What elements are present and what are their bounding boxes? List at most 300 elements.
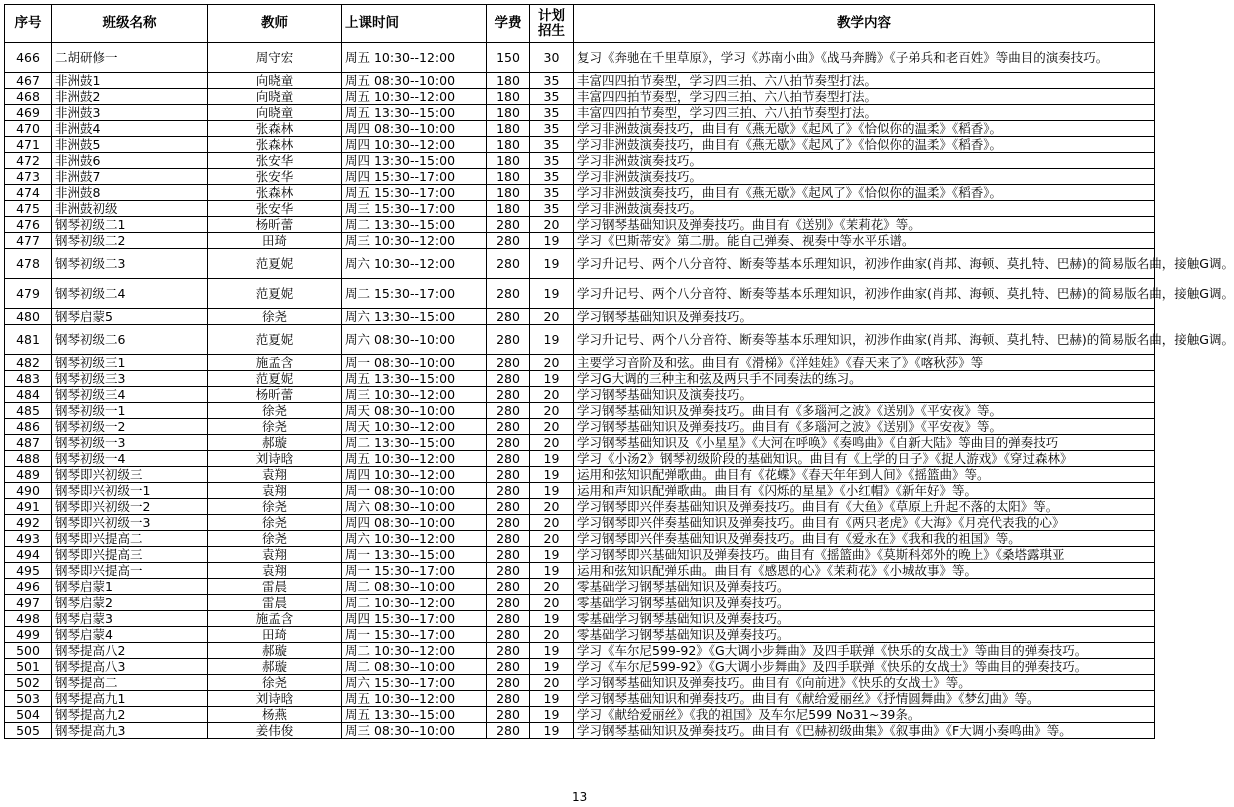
cell-content: 学习非洲鼓演奏技巧。 <box>574 153 1155 169</box>
cell-fee: 280 <box>487 403 530 419</box>
cell-time: 周四 10:30--12:00 <box>342 467 487 483</box>
cell-teacher: 向晓童 <box>208 73 342 89</box>
cell-id: 500 <box>5 643 52 659</box>
cell-id: 502 <box>5 675 52 691</box>
cell-class-name: 钢琴即兴初级一1 <box>52 483 208 499</box>
cell-time: 周二 08:30--10:00 <box>342 579 487 595</box>
table-row <box>5 137 1155 153</box>
cell-time: 周四 08:30--10:00 <box>342 515 487 531</box>
cell-fee: 280 <box>487 707 530 723</box>
table-body <box>5 43 1234 739</box>
cell-teacher: 徐尧 <box>208 531 342 547</box>
cell-teacher: 杨昕蕾 <box>208 387 342 403</box>
header-content: 教学内容 <box>574 5 1155 43</box>
cell-class-name: 钢琴提高九3 <box>52 723 208 739</box>
cell-quota: 19 <box>530 233 574 249</box>
cell-teacher: 徐尧 <box>208 675 342 691</box>
cell-content: 丰富四四拍节奏型，学习四三拍、六八拍节奏型打法。 <box>574 89 1155 105</box>
cell-fee: 280 <box>487 515 530 531</box>
cell-time: 周六 15:30--17:00 <box>342 675 487 691</box>
cell-content: 学习钢琴基础知识及弹奏技巧。曲目有《向前进》《快乐的女战士》等。 <box>574 675 1155 691</box>
cell-teacher: 徐尧 <box>208 419 342 435</box>
table-row <box>5 627 1155 643</box>
cell-teacher: 杨燕 <box>208 707 342 723</box>
cell-quota: 19 <box>530 451 574 467</box>
cell-id: 488 <box>5 451 52 467</box>
cell-class-name: 钢琴启蒙1 <box>52 579 208 595</box>
cell-class-name: 钢琴初级二4 <box>52 279 208 309</box>
cell-content: 运用和弦知识配弹乐曲。曲目有《感恩的心》《茉莉花》《小城故事》等。 <box>574 563 1155 579</box>
cell-teacher: 向晓童 <box>208 105 342 121</box>
cell-fee: 280 <box>487 595 530 611</box>
cell-time: 周一 13:30--15:00 <box>342 547 487 563</box>
cell-class-name: 钢琴即兴提高三 <box>52 547 208 563</box>
cell-class-name: 钢琴初级三3 <box>52 371 208 387</box>
cell-quota: 30 <box>530 43 574 73</box>
cell-quota: 20 <box>530 579 574 595</box>
cell-quota: 20 <box>530 309 574 325</box>
table-row <box>5 467 1155 483</box>
cell-teacher: 姜伟俊 <box>208 723 342 739</box>
cell-class-name: 钢琴即兴初级三 <box>52 467 208 483</box>
cell-time: 周六 08:30--10:00 <box>342 499 487 515</box>
table-row <box>5 707 1155 723</box>
cell-teacher: 向晓童 <box>208 89 342 105</box>
cell-time: 周五 13:30--15:00 <box>342 707 487 723</box>
cell-teacher: 张安华 <box>208 201 342 217</box>
cell-content: 学习G大调的三种主和弦及两只手不同奏法的练习。 <box>574 371 1155 387</box>
cell-id: 497 <box>5 595 52 611</box>
table-row <box>5 105 1155 121</box>
cell-id: 498 <box>5 611 52 627</box>
cell-fee: 280 <box>487 691 530 707</box>
cell-fee: 280 <box>487 217 530 233</box>
cell-quota: 20 <box>530 355 574 371</box>
cell-quota: 20 <box>530 627 574 643</box>
cell-time: 周一 08:30--10:00 <box>342 483 487 499</box>
cell-teacher: 刘诗晗 <box>208 451 342 467</box>
cell-class-name: 钢琴初级二2 <box>52 233 208 249</box>
cell-fee: 280 <box>487 627 530 643</box>
cell-quota: 20 <box>530 435 574 451</box>
cell-content: 学习钢琴即兴伴奏基础知识及弹奏技巧。曲目有《大鱼》《草原上升起不落的太阳》等。 <box>574 499 1155 515</box>
cell-teacher: 袁翔 <box>208 563 342 579</box>
cell-teacher: 徐尧 <box>208 403 342 419</box>
cell-quota: 20 <box>530 387 574 403</box>
cell-id: 480 <box>5 309 52 325</box>
cell-id: 475 <box>5 201 52 217</box>
cell-id: 473 <box>5 169 52 185</box>
cell-class-name: 非洲鼓8 <box>52 185 208 201</box>
cell-time: 周一 15:30--17:00 <box>342 563 487 579</box>
cell-quota: 19 <box>530 325 574 355</box>
cell-id: 479 <box>5 279 52 309</box>
cell-id: 495 <box>5 563 52 579</box>
cell-teacher: 雷晨 <box>208 595 342 611</box>
cell-content: 学习升记号、两个八分音符、断奏等基本乐理知识，初涉作曲家(肖邦、海顿、莫扎特、巴赫)的简易版名曲，接触G调。 <box>574 279 1155 309</box>
cell-fee: 280 <box>487 435 530 451</box>
cell-fee: 280 <box>487 451 530 467</box>
cell-id: 481 <box>5 325 52 355</box>
table-row <box>5 169 1155 185</box>
table-row <box>5 611 1155 627</box>
cell-content: 学习非洲鼓演奏技巧，曲目有《燕无歇》《起风了》《恰似你的温柔》《稻香》。 <box>574 185 1155 201</box>
table-row <box>5 563 1155 579</box>
cell-quota: 20 <box>530 531 574 547</box>
cell-time: 周二 15:30--17:00 <box>342 279 487 309</box>
cell-teacher: 徐尧 <box>208 309 342 325</box>
cell-teacher: 范夏妮 <box>208 325 342 355</box>
cell-quota: 19 <box>530 611 574 627</box>
cell-content: 学习《小汤2》钢琴初级阶段的基础知识。曲目有《上学的日子》《捉人游戏》《穿过森林》 <box>574 451 1155 467</box>
cell-quota: 19 <box>530 563 574 579</box>
cell-fee: 180 <box>487 201 530 217</box>
cell-quota: 35 <box>530 201 574 217</box>
cell-time: 周四 15:30--17:00 <box>342 611 487 627</box>
cell-content: 运用和弦知识配弹歌曲。曲目有《花蝶》《春天年年到人间》《摇篮曲》等。 <box>574 467 1155 483</box>
cell-quota: 19 <box>530 483 574 499</box>
table-row <box>5 483 1155 499</box>
cell-fee: 280 <box>487 499 530 515</box>
cell-teacher: 范夏妮 <box>208 249 342 279</box>
cell-id: 489 <box>5 467 52 483</box>
cell-fee: 150 <box>487 43 530 73</box>
cell-id: 505 <box>5 723 52 739</box>
cell-fee: 280 <box>487 531 530 547</box>
cell-teacher: 郝璇 <box>208 659 342 675</box>
cell-teacher: 张安华 <box>208 153 342 169</box>
cell-quota: 19 <box>530 547 574 563</box>
cell-class-name: 非洲鼓4 <box>52 121 208 137</box>
table-row <box>5 249 1155 279</box>
cell-fee: 180 <box>487 89 530 105</box>
cell-teacher: 袁翔 <box>208 467 342 483</box>
cell-id: 493 <box>5 531 52 547</box>
table-row <box>5 595 1155 611</box>
cell-quota: 20 <box>530 675 574 691</box>
cell-class-name: 非洲鼓6 <box>52 153 208 169</box>
cell-quota: 35 <box>530 137 574 153</box>
cell-content: 学习钢琴基础知识及弹奏技巧。 <box>574 309 1155 325</box>
cell-quota: 35 <box>530 89 574 105</box>
table-row <box>5 217 1155 233</box>
cell-id: 492 <box>5 515 52 531</box>
cell-time: 周一 08:30--10:00 <box>342 355 487 371</box>
cell-class-name: 钢琴初级三4 <box>52 387 208 403</box>
cell-quota: 20 <box>530 499 574 515</box>
cell-class-name: 非洲鼓初级 <box>52 201 208 217</box>
cell-time: 周四 15:30--17:00 <box>342 169 487 185</box>
cell-time: 周六 10:30--12:00 <box>342 249 487 279</box>
cell-time: 周五 15:30--17:00 <box>342 185 487 201</box>
cell-class-name: 钢琴初级一2 <box>52 419 208 435</box>
cell-fee: 280 <box>487 723 530 739</box>
table-row <box>5 73 1155 89</box>
cell-fee: 280 <box>487 659 530 675</box>
cell-content: 学习钢琴即兴伴奏基础知识及弹奏技巧。曲目有《爱永在》《我和我的祖国》等。 <box>574 531 1155 547</box>
cell-content: 学习钢琴基础知识及演奏技巧。 <box>574 387 1155 403</box>
cell-content: 学习钢琴基础知识及弹奏技巧。曲目有《多瑙河之波》《送别》《平安夜》等。 <box>574 403 1155 419</box>
cell-class-name: 非洲鼓7 <box>52 169 208 185</box>
cell-time: 周一 15:30--17:00 <box>342 627 487 643</box>
cell-content: 学习《巴斯蒂安》第二册。能自己弹奏、视奏中等水平乐谱。 <box>574 233 1155 249</box>
cell-time: 周二 13:30--15:00 <box>342 217 487 233</box>
cell-quota: 20 <box>530 515 574 531</box>
cell-class-name: 钢琴初级二1 <box>52 217 208 233</box>
cell-teacher: 张安华 <box>208 169 342 185</box>
cell-time: 周四 13:30--15:00 <box>342 153 487 169</box>
cell-time: 周五 08:30--10:00 <box>342 73 487 89</box>
cell-fee: 280 <box>487 249 530 279</box>
cell-id: 496 <box>5 579 52 595</box>
cell-fee: 180 <box>487 105 530 121</box>
cell-content: 复习《奔驰在千里草原》，学习《苏南小曲》《战马奔腾》《子弟兵和老百姓》等曲目的演奏技巧。 <box>574 43 1155 73</box>
cell-fee: 280 <box>487 611 530 627</box>
cell-id: 490 <box>5 483 52 499</box>
cell-teacher: 范夏妮 <box>208 371 342 387</box>
course-table <box>4 4 1234 739</box>
cell-id: 476 <box>5 217 52 233</box>
cell-fee: 280 <box>487 309 530 325</box>
cell-time: 周五 10:30--12:00 <box>342 451 487 467</box>
cell-content: 学习升记号、两个八分音符、断奏等基本乐理知识，初涉作曲家(肖邦、海顿、莫扎特、巴赫)的简易版名曲，接触G调。 <box>574 325 1155 355</box>
cell-fee: 280 <box>487 279 530 309</box>
cell-id: 469 <box>5 105 52 121</box>
header-quota: 计划招生 <box>530 5 574 43</box>
cell-class-name: 钢琴提高九2 <box>52 707 208 723</box>
cell-time: 周五 13:30--15:00 <box>342 105 487 121</box>
cell-quota: 19 <box>530 279 574 309</box>
cell-class-name: 非洲鼓2 <box>52 89 208 105</box>
cell-content: 学习钢琴即兴基础知识及弹奏技巧。曲目有《摇篮曲》《莫斯科郊外的晚上》《桑塔露琪亚 <box>574 547 1155 563</box>
cell-quota: 35 <box>530 121 574 137</box>
cell-id: 466 <box>5 43 52 73</box>
cell-quota: 35 <box>530 105 574 121</box>
cell-teacher: 郝璇 <box>208 435 342 451</box>
cell-class-name: 钢琴启蒙4 <box>52 627 208 643</box>
cell-content: 学习钢琴基础知识和弹奏技巧。曲目有《献给爱丽丝》《抒情圆舞曲》《梦幻曲》等。 <box>574 691 1155 707</box>
table-row <box>5 185 1155 201</box>
table-row <box>5 355 1155 371</box>
cell-teacher: 杨昕蕾 <box>208 217 342 233</box>
cell-id: 504 <box>5 707 52 723</box>
cell-class-name: 非洲鼓1 <box>52 73 208 89</box>
table-row <box>5 43 1155 73</box>
cell-time: 周五 10:30--12:00 <box>342 89 487 105</box>
cell-fee: 280 <box>487 233 530 249</box>
cell-content: 学习《车尔尼599-92》《G大调小步舞曲》及四手联弹《快乐的女战士》等曲目的弹奏技巧。 <box>574 643 1155 659</box>
table-row <box>5 435 1155 451</box>
cell-fee: 280 <box>487 371 530 387</box>
cell-content: 学习钢琴基础知识及弹奏技巧。曲目有《送别》《茉莉花》等。 <box>574 217 1155 233</box>
cell-time: 周三 15:30--17:00 <box>342 201 487 217</box>
cell-teacher: 施孟含 <box>208 355 342 371</box>
cell-fee: 180 <box>487 169 530 185</box>
cell-fee: 180 <box>487 73 530 89</box>
cell-quota: 20 <box>530 419 574 435</box>
cell-time: 周二 10:30--12:00 <box>342 595 487 611</box>
table-row <box>5 121 1155 137</box>
cell-quota: 20 <box>530 217 574 233</box>
cell-time: 周三 08:30--10:00 <box>342 723 487 739</box>
cell-class-name: 钢琴提高二 <box>52 675 208 691</box>
table-row <box>5 531 1155 547</box>
cell-id: 494 <box>5 547 52 563</box>
cell-fee: 280 <box>487 419 530 435</box>
cell-fee: 180 <box>487 185 530 201</box>
cell-content: 零基础学习钢琴基础知识及弹奏技巧。 <box>574 611 1155 627</box>
cell-id: 491 <box>5 499 52 515</box>
table-row <box>5 643 1155 659</box>
cell-class-name: 钢琴即兴初级一3 <box>52 515 208 531</box>
cell-fee: 180 <box>487 121 530 137</box>
table-row <box>5 691 1155 707</box>
cell-fee: 280 <box>487 643 530 659</box>
cell-id: 468 <box>5 89 52 105</box>
page-number: 13 <box>572 790 588 804</box>
cell-content: 丰富四四拍节奏型，学习四三拍、六八拍节奏型打法。 <box>574 105 1155 121</box>
cell-id: 501 <box>5 659 52 675</box>
cell-class-name: 非洲鼓3 <box>52 105 208 121</box>
cell-teacher: 张森林 <box>208 137 342 153</box>
cell-teacher: 施孟含 <box>208 611 342 627</box>
table-row <box>5 451 1155 467</box>
cell-class-name: 钢琴初级二3 <box>52 249 208 279</box>
cell-time: 周天 10:30--12:00 <box>342 419 487 435</box>
cell-id: 467 <box>5 73 52 89</box>
cell-id: 472 <box>5 153 52 169</box>
cell-id: 483 <box>5 371 52 387</box>
cell-fee: 280 <box>487 467 530 483</box>
cell-content: 学习非洲鼓演奏技巧。 <box>574 169 1155 185</box>
cell-teacher: 袁翔 <box>208 547 342 563</box>
table-row <box>5 659 1155 675</box>
cell-time: 周五 13:30--15:00 <box>342 371 487 387</box>
cell-quota: 35 <box>530 169 574 185</box>
cell-id: 477 <box>5 233 52 249</box>
header-row <box>5 5 1155 43</box>
table-row <box>5 371 1155 387</box>
header-class-name: 班级名称 <box>52 5 208 43</box>
cell-teacher: 袁翔 <box>208 483 342 499</box>
cell-quota: 19 <box>530 643 574 659</box>
cell-id: 503 <box>5 691 52 707</box>
cell-quota: 19 <box>530 707 574 723</box>
cell-quota: 19 <box>530 467 574 483</box>
cell-class-name: 钢琴启蒙3 <box>52 611 208 627</box>
table-row <box>5 89 1155 105</box>
cell-content: 学习钢琴基础知识及弹奏技巧。曲目有《巴赫初级曲集》《叙事曲》《F大调小奏鸣曲》等。 <box>574 723 1155 739</box>
cell-quota: 19 <box>530 659 574 675</box>
cell-quota: 19 <box>530 371 574 387</box>
header-fee: 学费 <box>487 5 530 43</box>
table-row <box>5 387 1155 403</box>
cell-content: 学习《献给爱丽丝》《我的祖国》及车尔尼599 No31~39条。 <box>574 707 1155 723</box>
cell-fee: 180 <box>487 153 530 169</box>
cell-time: 周二 08:30--10:00 <box>342 659 487 675</box>
cell-quota: 35 <box>530 73 574 89</box>
cell-class-name: 钢琴初级一4 <box>52 451 208 467</box>
table-row <box>5 675 1155 691</box>
cell-quota: 19 <box>530 691 574 707</box>
cell-time: 周六 10:30--12:00 <box>342 531 487 547</box>
cell-class-name: 钢琴提高八2 <box>52 643 208 659</box>
cell-fee: 280 <box>487 387 530 403</box>
cell-content: 学习《车尔尼599-92》《G大调小步舞曲》及四手联弹《快乐的女战士》等曲目的弹奏技巧。 <box>574 659 1155 675</box>
cell-quota: 20 <box>530 595 574 611</box>
cell-id: 474 <box>5 185 52 201</box>
cell-id: 486 <box>5 419 52 435</box>
table-row <box>5 499 1155 515</box>
cell-content: 主要学习音阶及和弦。曲目有《滑梯》《洋娃娃》《春天来了》《喀秋莎》等 <box>574 355 1155 371</box>
cell-class-name: 钢琴初级二6 <box>52 325 208 355</box>
cell-class-name: 非洲鼓5 <box>52 137 208 153</box>
cell-quota: 19 <box>530 249 574 279</box>
cell-fee: 280 <box>487 483 530 499</box>
cell-time: 周二 13:30--15:00 <box>342 435 487 451</box>
cell-teacher: 郝璇 <box>208 643 342 659</box>
cell-fee: 280 <box>487 355 530 371</box>
cell-time: 周五 10:30--12:00 <box>342 43 487 73</box>
cell-class-name: 钢琴即兴初级一2 <box>52 499 208 515</box>
cell-time: 周天 08:30--10:00 <box>342 403 487 419</box>
cell-id: 499 <box>5 627 52 643</box>
table-row <box>5 419 1155 435</box>
header-time: 上课时间 <box>342 5 487 43</box>
cell-teacher: 周守宏 <box>208 43 342 73</box>
header-id: 序号 <box>5 5 52 43</box>
cell-teacher: 田琦 <box>208 627 342 643</box>
cell-class-name: 钢琴即兴提高一 <box>52 563 208 579</box>
cell-time: 周三 10:30--12:00 <box>342 233 487 249</box>
cell-id: 470 <box>5 121 52 137</box>
cell-class-name: 钢琴启蒙5 <box>52 309 208 325</box>
cell-fee: 280 <box>487 579 530 595</box>
cell-content: 零基础学习钢琴基础知识及弹奏技巧。 <box>574 595 1155 611</box>
cell-quota: 35 <box>530 185 574 201</box>
cell-class-name: 钢琴提高八3 <box>52 659 208 675</box>
cell-content: 学习非洲鼓演奏技巧。 <box>574 201 1155 217</box>
cell-fee: 280 <box>487 325 530 355</box>
cell-content: 学习钢琴即兴伴奏基础知识及弹奏技巧。曲目有《两只老虎》《大海》《月亮代表我的心》 <box>574 515 1155 531</box>
cell-fee: 280 <box>487 563 530 579</box>
cell-quota: 20 <box>530 403 574 419</box>
cell-time: 周二 10:30--12:00 <box>342 643 487 659</box>
cell-quota: 19 <box>530 723 574 739</box>
cell-content: 学习非洲鼓演奏技巧，曲目有《燕无歇》《起风了》《恰似你的温柔》《稻香》。 <box>574 137 1155 153</box>
cell-time: 周四 10:30--12:00 <box>342 137 487 153</box>
cell-teacher: 徐尧 <box>208 515 342 531</box>
cell-time: 周五 10:30--12:00 <box>342 691 487 707</box>
cell-class-name: 钢琴提高九1 <box>52 691 208 707</box>
cell-content: 零基础学习钢琴基础知识及弹奏技巧。 <box>574 579 1155 595</box>
cell-teacher: 刘诗晗 <box>208 691 342 707</box>
table-row <box>5 153 1155 169</box>
cell-class-name: 二胡研修一 <box>52 43 208 73</box>
table-row <box>5 325 1155 355</box>
table-row <box>5 547 1155 563</box>
table-row <box>5 723 1155 739</box>
cell-class-name: 钢琴初级一1 <box>52 403 208 419</box>
cell-content: 运用和声知识配弹歌曲。曲目有《闪烁的星星》《小红帽》《新年好》等。 <box>574 483 1155 499</box>
cell-id: 487 <box>5 435 52 451</box>
cell-teacher: 张森林 <box>208 121 342 137</box>
cell-content: 学习升记号、两个八分音符、断奏等基本乐理知识，初涉作曲家(肖邦、海顿、莫扎特、巴赫)的简易版名曲，接触G调。 <box>574 249 1155 279</box>
cell-quota: 35 <box>530 153 574 169</box>
cell-time: 周六 08:30--10:00 <box>342 325 487 355</box>
cell-id: 482 <box>5 355 52 371</box>
cell-class-name: 钢琴初级三1 <box>52 355 208 371</box>
